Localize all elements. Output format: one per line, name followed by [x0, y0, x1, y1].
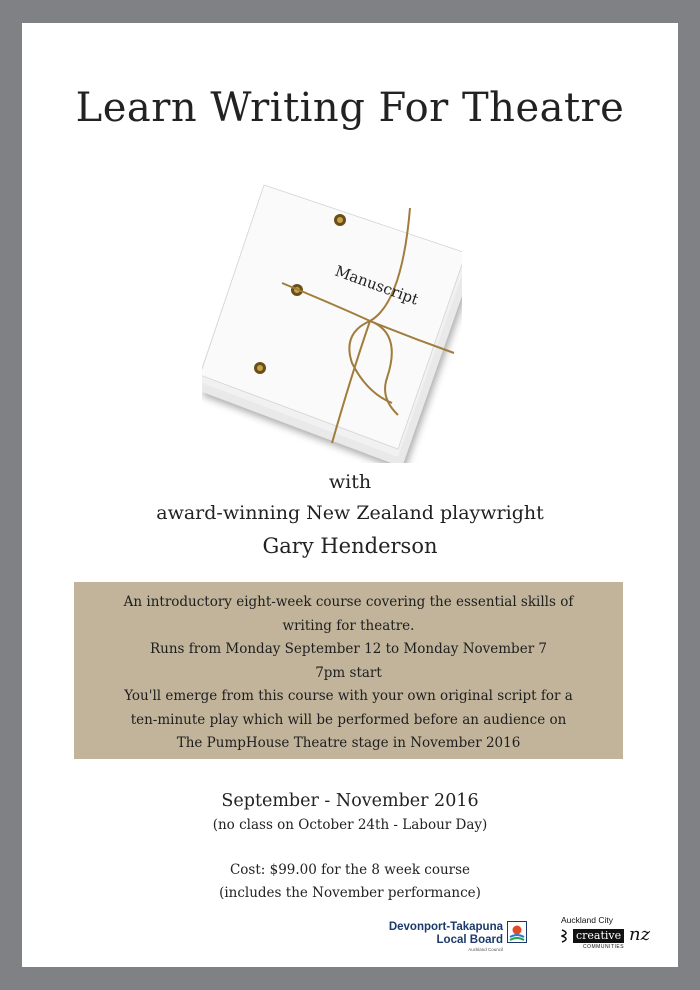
council-name: Auckland Council: [468, 947, 503, 952]
cc-communities: COMMUNITIES: [583, 944, 625, 950]
presenter-name: Gary Henderson: [262, 534, 438, 558]
info-line: writing for theatre.: [282, 617, 415, 634]
course-info-box: [74, 582, 623, 759]
cost-line: Cost: $99.00 for the 8 week course: [229, 862, 471, 878]
presenter-credential: award-winning New Zealand playwright: [156, 502, 544, 524]
manuscript-label: Manuscript: [332, 261, 421, 309]
cc-city: Auckland City: [561, 915, 613, 925]
info-line: You'll emerge from this course with your own original script for a: [124, 688, 573, 704]
local-board-logo: [374, 917, 529, 957]
poster-page: [22, 23, 678, 967]
cc-creative: creative: [573, 929, 624, 943]
council-emblem-icon: [507, 921, 527, 943]
cc-nz: nz: [629, 924, 651, 945]
cost-note: (includes the November performance): [219, 885, 481, 901]
info-line: ten-minute play which will be performed before an audience on: [130, 711, 567, 728]
creative-communities-logo: [559, 915, 669, 960]
board-name-line1: Devonport-Takapuna: [388, 921, 503, 933]
date-note: (no class on October 24th - Labour Day): [212, 817, 488, 833]
dates-block: [22, 789, 678, 837]
cc-mark-icon: [561, 929, 571, 943]
manuscript-image: [202, 163, 462, 463]
cost-block: [22, 859, 678, 905]
with-text: with: [328, 471, 372, 493]
board-name-line2: Local Board: [436, 934, 503, 946]
date-range: September - November 2016: [221, 791, 479, 811]
presenter-block: [22, 467, 678, 563]
info-line: The PumpHouse Theatre stage in November 2016: [176, 735, 521, 751]
info-line: Runs from Monday September 12 to Monday November 7: [149, 641, 548, 657]
info-line: An introductory eight-week course covering the essential skills of: [123, 594, 574, 610]
info-line: 7pm start: [315, 664, 382, 681]
poster-title: Learn Writing For Theatre: [75, 85, 625, 131]
